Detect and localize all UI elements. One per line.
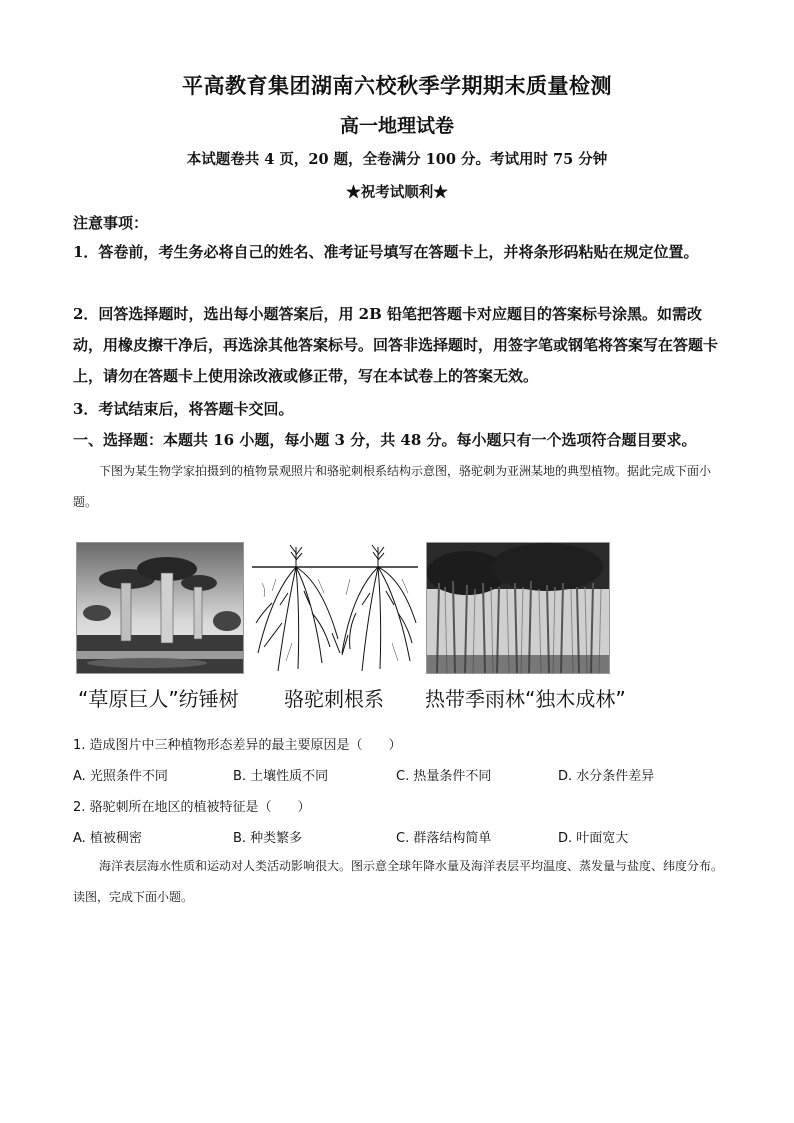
ocean-intro: 海洋表层海水性质和运动对人类活动影响很大。图示意全球年降水量及海洋表层平均温度、蒸发量与盐度、纬度分布。读图，完成下面小题。 [73, 859, 724, 904]
notice-heading: 注意事项： [73, 214, 149, 232]
notice-item-1: 1．答卷前，考生务必将自己的姓名、准考证号填写在答题卡上，并将条形码粘贴在规定位置。 [73, 243, 699, 261]
notice-item-2: 2．回答选择题时，选出每小题答案后，用 2B 铅笔把答题卡对应题目的答案标号涂黑。如需改动，用橡皮擦干净后，再选涂其他答案标号。回答非选择题时，用签字笔或钢笔将答案写在答题卡上，请勿在答题卡上使用涂改液或修正带，写在本试卷上的答案无效。 [73, 305, 719, 385]
caption-baobab: “草原巨人”纺锤树 [78, 687, 239, 711]
question-1-stem: 1. 造成图片中三种植物形态差异的最主要原因是（ ） [73, 738, 402, 753]
caption-banyan: 热带季雨林“独木成林” [425, 687, 626, 711]
question-2-option-a: A. 植被稠密 [73, 831, 142, 846]
question-2-option-b: B. 种类繁多 [233, 831, 303, 846]
banyan-forest-photo [426, 542, 610, 674]
plant-figure [76, 542, 616, 672]
question-1-option-a: A. 光照条件不同 [73, 769, 168, 784]
exam-subtitle: 高一地理试卷 [339, 115, 454, 137]
question-1-option-b: B. 土壤性质不同 [233, 769, 329, 784]
caption-camelthorn: 骆驼刺根系 [284, 687, 384, 711]
question-1-option-c: C. 热量条件不同 [396, 769, 492, 784]
exam-blessing: ★祝考试顺利★ [346, 184, 448, 201]
notice-item-3: 3．考试结束后，将答题卡交回。 [73, 400, 294, 418]
exam-info: 本试题卷共 4 页，20 题，全卷满分 100 分。考试用时 75 分钟 [186, 151, 608, 168]
question-2-option-c: C. 群落结构简单 [396, 831, 492, 846]
question-2-stem: 2. 骆驼刺所在地区的植被特征是（ ） [73, 800, 311, 815]
question-2-option-d: D. 叶面宽大 [558, 831, 629, 846]
camelthorn-root-diagram [251, 542, 419, 674]
question-1-option-d: D. 水分条件差异 [558, 769, 655, 784]
exam-title: 平高教育集团湖南六校秋季学期期末质量检测 [182, 73, 612, 98]
section-heading: 一、选择题：本题共 16 小题，每小题 3 分，共 48 分。每小题只有一个选项符合题目要求。 [73, 431, 697, 449]
figure-intro: 下图为某生物学家拍摄到的植物景观照片和骆驼刺根系结构示意图，骆驼刺为亚洲某地的典型植物。据此完成下面小题。 [73, 464, 712, 509]
baobab-photo [76, 542, 244, 674]
